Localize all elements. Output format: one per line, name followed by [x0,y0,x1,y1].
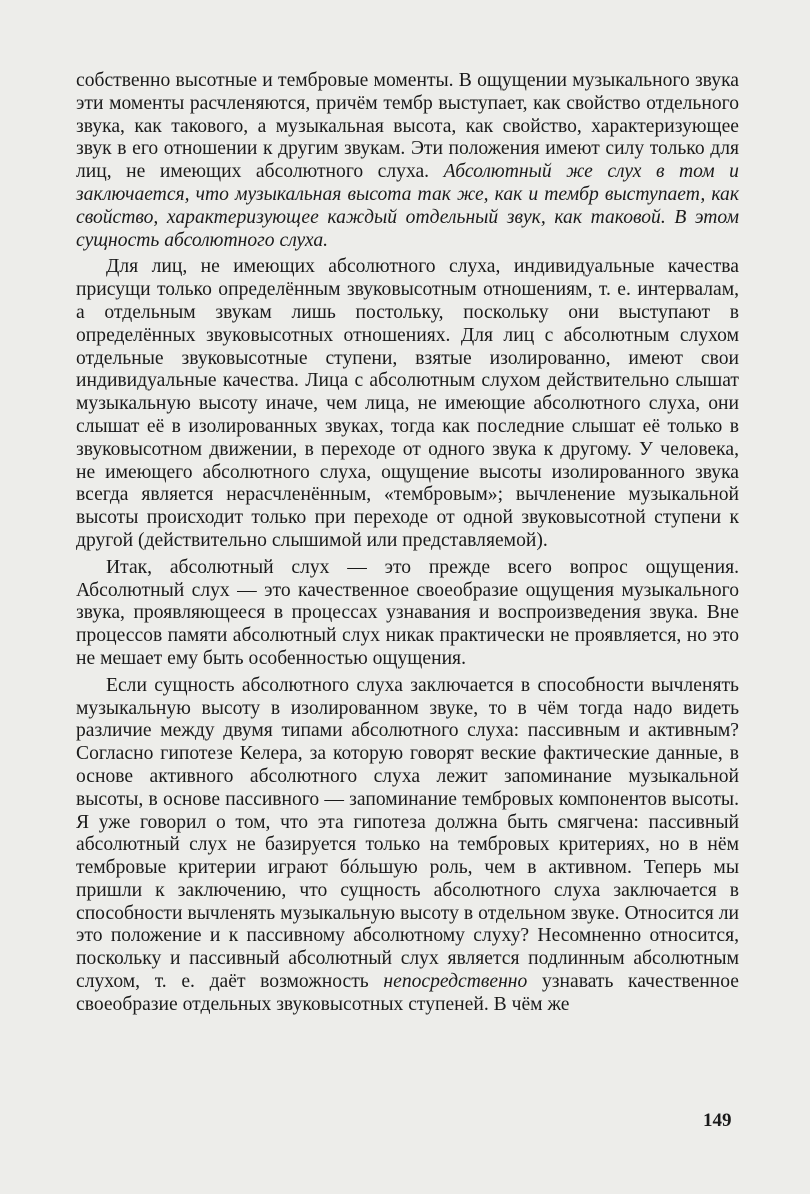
paragraph-3-text: Итак, абсолютный слух — это прежде всего вопрос ощущения. Абсолютный слух — это качественное своеобразие ощущения музыкального звука, проявляющееся в процессах узнавания и воспроизведения звука. Вне процессов памяти абсолютный слух никак практически не проявляется, но это не мешает ему быть особенностью ощущения. [76,556,739,669]
paragraph-2-text: Для лиц, не имеющих абсолютного слуха, индивидуальные качества присущи только определённым звуковысотным отношениям, т. е. интервалам, а отдельным звукам лишь постольку, поскольку они выступают в определённых звуковысотных отношениях. Для лиц с абсолютным слухом отдельные звуковысотные ступени, взятые изолированно, имеют свои индивидуальные качества. Лица с абсолютным слухом действительно слышат музыкальную высоту иначе, чем лица, не имеющие абсолютного слуха, они слышат её в изолированных звуках, тогда как последние слышат её только в звуковысотном движении, в переходе от одного звука к другому. У человека, не имеющего абсолютного слуха, ощущение высоты изолированного звука всегда является нерасчленённым, «тембровым»; вычленение музыкальной высоты происходит только при переходе от одной звуковысотной ступени к другой (действительно слышимой или представляемой). [76,256,739,551]
body-text [76,70,739,1017]
paragraph-1-text: собственно высотные и тембровые моменты. В ощущении музыкального звука эти моменты расчленяются, причём тембр выступает, как свойство отдельного звука, как такового, а музыкальная высота, как свойство, характеризующее звук в его отношении к другим звукам. Эти положения имеют силу только для лиц, не имеющих абсолютного слуха. [76,70,739,183]
paragraph-2 [76,256,739,552]
paragraph-1-italic: Абсолютный же слух в том и заключается, что музыкальная высота так же, как и тембр выступает, как свойство, характеризующее каждый отдельный звук, как таковой. В этом сущность абсолютного слуха. [76,161,739,251]
paragraph-4-text: Если сущность абсолютного слуха заключается в способности вычленять музыкальную высоту в изолированном звуке, то в чём тогда надо видеть различие между двумя типами абсолютного слуха: пассивным и активным? Согласно гипотезе Келера, за которую говорят веские фактические данные, в основе активного абсолютного слуха лежит запоминание музыкальной высоты, в основе пассивного — запоминание тембровых компонентов высоты. Я уже говорил о том, что эта гипотеза должна быть смягчена: пассивный абсолютный слух не базируется только на тембровых критериях, но в нём тембровые критерии играют бóльшую роль, чем в активном. Теперь мы пришли к заключению, что сущность абсолютного слуха заключается в способности вычленять музыкальную высоту в отдельном звуке. Относится ли это положение и к пассивному абсолютному слуху? Несомненно относится, поскольку и пассивный абсолютный слух является подлинным абсолютным слухом, т. е. даёт возможность [76,674,739,993]
page-number: 149 [703,1110,732,1131]
paragraph-1 [76,70,739,252]
paragraph-4-italic: непосредственно [383,971,528,993]
paragraph-4 [76,675,739,1017]
paragraph-4-text-end: узнавать качественное своеобразие отдельных звуковысотных ступеней. В чём же [76,971,740,1015]
paragraph-3 [76,557,739,671]
